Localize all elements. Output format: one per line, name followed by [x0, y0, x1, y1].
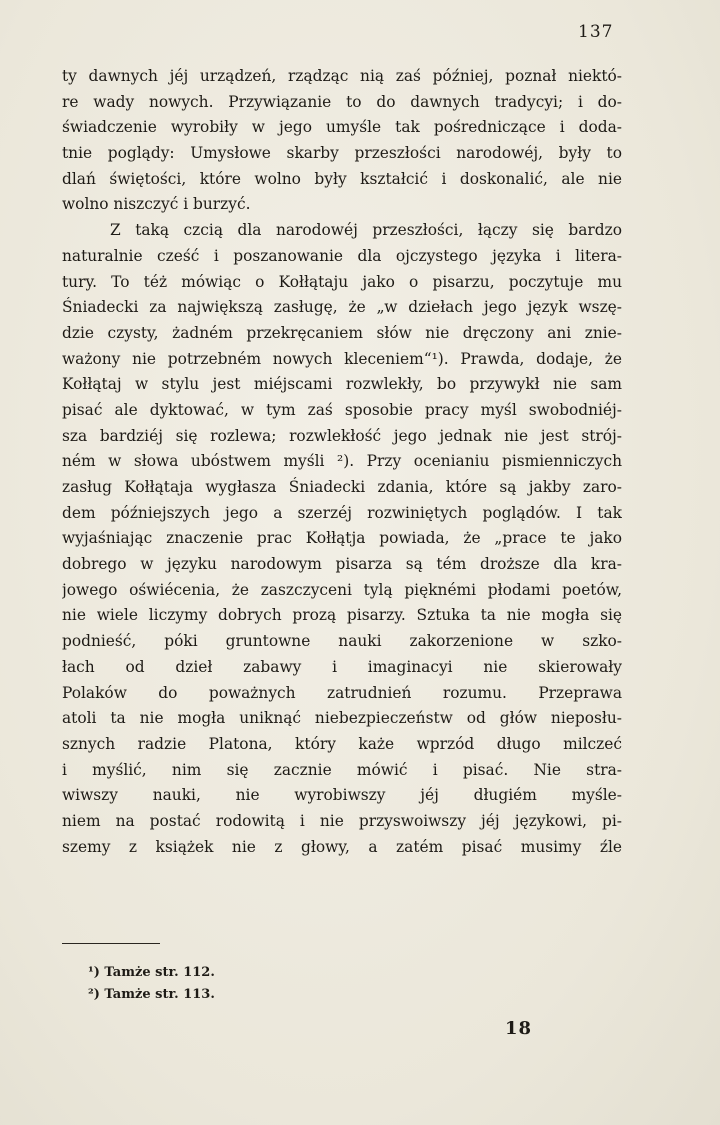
- text-line: dlań świętości, które wolno były kształcić i doskonalić, ale nie: [62, 169, 622, 188]
- text-line: łach od dzieł zabawy i imaginacyi nie skierowały: [62, 657, 622, 676]
- text-line: wolno niszczyć i burzyć.: [62, 195, 251, 214]
- text-line: Śniadecki za największą zasługę, że „w dziełach jego język wszę-: [62, 298, 622, 317]
- printer-signature-mark: 18: [505, 1018, 533, 1039]
- text-line: wyjaśniając znaczenie prac Kołłątja powiada, że „prace te jako: [62, 529, 622, 548]
- text-line: re wady nowych. Przywiązanie to do dawnych tradycyi; i do-: [62, 92, 622, 111]
- text-line: atoli ta nie mogła uniknąć niebezpieczeństw od głów nieposłu-: [62, 709, 622, 728]
- text-line: nie wiele liczymy dobrych prozą pisarzy. Sztuka ta nie mogła się: [62, 606, 622, 625]
- text-line: wiwszy nauki, nie wyrobiwszy jéj długiém myśle-: [62, 786, 622, 805]
- text-line: niem na postać rodowitą i nie przyswoiwszy jéj językowi, pi-: [62, 811, 622, 830]
- text-line: jowego oświécenia, że zaszczyceni tylą pięknémi płodami poetów,: [62, 580, 622, 599]
- text-line: tnie poglądy: Umysłowe skarby przeszłości narodowéj, były to: [62, 144, 622, 163]
- text-line: naturalnie cześć i poszanowanie dla ojczystego języka i litera-: [62, 246, 622, 265]
- footnote-divider: [62, 943, 160, 944]
- text-line: podnieść, póki gruntowne nauki zakorzenione w szko-: [62, 632, 622, 651]
- text-line: pisać ale dyktować, w tym zaś sposobie pracy myśl swobodniéj-: [62, 400, 622, 419]
- text-line: sza bardziéj się rozlewa; rozwlekłość jego jednak nie jest strój-: [62, 426, 622, 445]
- text-line: ném w słowa ubóstwem myśli ²). Przy ocenianiu pismienniczych: [62, 452, 622, 471]
- page-number: 137: [578, 22, 614, 42]
- text-line: dem późniejszych jego a szerzéj rozwiniętych poglądów. I tak: [62, 503, 622, 522]
- text-line: Kołłątaj w stylu jest miéjscami rozwlekły, bo przywykł nie sam: [62, 375, 622, 394]
- text-line: i myślić, nim się zacznie mówić i pisać. Nie stra-: [62, 760, 622, 779]
- text-line: Z taką czcią dla narodowéj przeszłości, łączy się bardzo: [110, 221, 622, 240]
- text-line: dobrego w języku narodowym pisarza są tém droższe dla kra-: [62, 555, 622, 574]
- footnotes: [88, 962, 215, 1006]
- text-line: świadczenie wyrobiły w jego umyśle tak pośredniczące i doda-: [62, 118, 622, 137]
- text-line: dzie czysty, żadném przekręcaniem słów nie dręczony ani znie-: [62, 323, 622, 342]
- body-text: [62, 64, 622, 860]
- footnote: ¹) Tamże str. 112.: [88, 965, 215, 980]
- text-line: Polaków do poważnych zatrudnień rozumu. Przeprawa: [62, 683, 622, 702]
- text-line: szemy z książek nie z głowy, a zatém pisać musimy źle: [62, 837, 622, 856]
- footnote: ²) Tamże str. 113.: [88, 987, 215, 1002]
- text-line: ty dawnych jéj urządzeń, rządząc nią zaś później, poznał niektó-: [62, 67, 622, 85]
- text-line: tury. To téż mówiąc o Kołłątaju jako o pisarzu, poczytuje mu: [62, 272, 622, 291]
- text-line: sznych radzie Platona, który każe wprzód długo milczeć: [62, 734, 622, 753]
- text-line: ważony nie potrzebném nowych kleceniem“¹). Prawda, dodaje, że: [62, 349, 622, 368]
- text-line: zasług Kołłątaja wygłasza Śniadecki zdania, które są jakby zaro-: [62, 478, 622, 496]
